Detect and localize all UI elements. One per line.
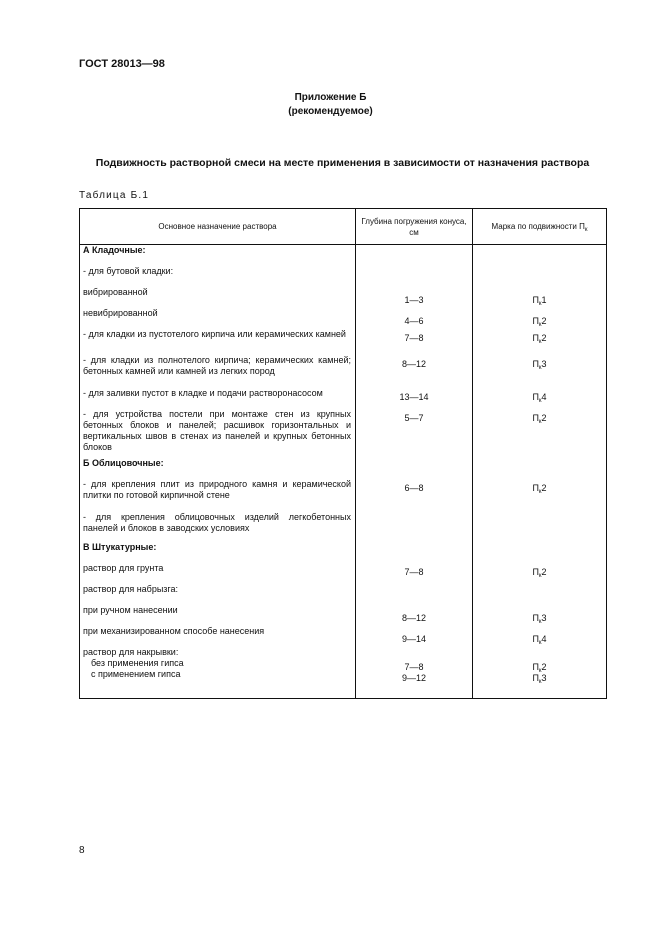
row-depth: 7—8 xyxy=(356,329,473,355)
row-purpose: - для крепления плит из природного камня и керамической плитки по готовой кирпичной стене xyxy=(80,479,356,512)
row-depth xyxy=(356,647,473,699)
row-depth-line: 7—8 xyxy=(404,661,424,672)
grade-subscript: к xyxy=(538,364,542,371)
row-purpose: А Кладочные: xyxy=(80,245,356,266)
table-row xyxy=(80,584,607,605)
grade-subscript: к xyxy=(538,618,542,625)
grade-subscript: к xyxy=(538,572,542,579)
row-depth xyxy=(356,266,473,287)
row-purpose: - для бутовой кладки: xyxy=(80,266,356,287)
table-row xyxy=(80,287,607,308)
row-grade-line xyxy=(473,662,606,673)
grade-value: 2 xyxy=(541,566,547,577)
row-purpose-line: без применения гипса xyxy=(91,657,184,668)
row-purpose xyxy=(80,647,356,699)
row-purpose: при ручном нанесении xyxy=(80,605,356,626)
grade-symbol: П xyxy=(532,482,539,493)
row-grade xyxy=(473,584,607,605)
row-depth xyxy=(356,512,473,542)
grade-symbol: П xyxy=(532,391,539,402)
grade-symbol: П xyxy=(532,566,539,577)
appendix-title: Приложение Б xyxy=(294,92,367,103)
row-purpose: невибрированной xyxy=(80,308,356,329)
row-purpose: В Штукатурные: xyxy=(80,542,356,563)
grade-symbol: П xyxy=(532,358,539,369)
column-header-purpose: Основное назначение раствора xyxy=(80,209,356,245)
table-row xyxy=(80,409,607,458)
row-depth xyxy=(356,458,473,479)
row-depth: 1—3 xyxy=(356,287,473,308)
row-depth: 8—12 xyxy=(356,605,473,626)
grade-subscript: к xyxy=(538,300,542,307)
grade-subscript: к xyxy=(538,321,542,328)
table-row xyxy=(80,329,607,355)
column-header-grade-subscript: к xyxy=(584,227,588,233)
grade-value: 2 xyxy=(541,412,547,423)
row-purpose: - для кладки из пустотелого кирпича или керамических камней xyxy=(80,329,356,355)
row-depth: 6—8 xyxy=(356,479,473,512)
page-number: 8 xyxy=(79,845,85,856)
grade-symbol: П xyxy=(532,633,539,644)
grade-symbol: П xyxy=(532,412,539,423)
grade-symbol: П xyxy=(532,661,539,672)
row-depth: 7—8 xyxy=(356,563,473,584)
row-grade xyxy=(473,308,607,329)
row-depth: 13—14 xyxy=(356,388,473,409)
row-purpose: при механизированном способе нанесения xyxy=(80,626,356,647)
row-purpose-line: с применением гипса xyxy=(91,668,181,679)
grade-symbol: П xyxy=(532,294,539,305)
row-grade xyxy=(473,329,607,355)
grade-subscript: к xyxy=(538,418,542,425)
table-row xyxy=(80,308,607,329)
table-row xyxy=(80,542,607,563)
row-purpose: - для устройства постели при монтаже стен из крупных бетонных блоков и панелей; расшивок горизонтальных и вертикальных швов в стенах из панелей и крупных бетонных блоков xyxy=(80,409,356,458)
row-grade xyxy=(473,458,607,479)
row-depth: 8—12 xyxy=(356,355,473,388)
row-purpose: - для заливки пустот в кладке и подачи растворонасосом xyxy=(80,388,356,409)
table-row xyxy=(80,626,607,647)
row-grade xyxy=(473,479,607,512)
page-title: Подвижность растворной смеси на месте применения в зависимости от назначения раствора xyxy=(95,157,590,169)
grade-value: 3 xyxy=(541,358,547,369)
row-purpose: вибрированной xyxy=(80,287,356,308)
table-body xyxy=(80,245,607,699)
row-depth: 9—14 xyxy=(356,626,473,647)
grade-subscript: к xyxy=(538,397,542,404)
grade-value: 4 xyxy=(541,391,547,402)
mobility-table xyxy=(79,208,607,699)
appendix-heading xyxy=(0,91,661,119)
row-depth xyxy=(356,542,473,563)
row-grade xyxy=(473,563,607,584)
row-purpose: раствор для набрызга: xyxy=(80,584,356,605)
table-row xyxy=(80,458,607,479)
row-grade xyxy=(473,647,607,699)
table-row xyxy=(80,647,607,699)
row-grade xyxy=(473,245,607,266)
row-depth-line: 9—12 xyxy=(401,672,427,683)
row-grade xyxy=(473,266,607,287)
row-purpose: - для крепления облицовочных изделий легкобетонных панелей и блоков в заводских условиях xyxy=(80,512,356,542)
grade-subscript: к xyxy=(538,639,542,646)
row-depth xyxy=(356,245,473,266)
document-code: ГОСТ 28013—98 xyxy=(79,58,165,70)
row-grade xyxy=(473,287,607,308)
grade-subscript: к xyxy=(538,488,542,495)
row-purpose: раствор для грунта xyxy=(80,563,356,584)
row-grade-line xyxy=(473,673,606,684)
grade-value: 3 xyxy=(541,612,547,623)
table-row xyxy=(80,563,607,584)
grade-value: 2 xyxy=(541,482,547,493)
row-purpose: - для кладки из полнотелого кирпича; керамических камней; бетонных камней или камней из легких пород xyxy=(80,355,356,388)
row-grade xyxy=(473,388,607,409)
appendix-subtitle: (рекомендуемое) xyxy=(288,106,373,117)
grade-value: 2 xyxy=(541,661,547,672)
table-header-row xyxy=(80,209,607,245)
table-row xyxy=(80,512,607,542)
grade-value: 3 xyxy=(541,672,547,683)
table-row xyxy=(80,266,607,287)
table-row xyxy=(80,245,607,266)
row-grade xyxy=(473,605,607,626)
row-depth: 4—6 xyxy=(356,308,473,329)
table-row xyxy=(80,605,607,626)
grade-value: 1 xyxy=(541,294,547,305)
table-caption: Таблица Б.1 xyxy=(79,190,150,201)
grade-symbol: П xyxy=(532,332,539,343)
table-row xyxy=(80,355,607,388)
table-row xyxy=(80,388,607,409)
row-purpose: Б Облицовочные: xyxy=(80,458,356,479)
grade-symbol: П xyxy=(532,612,539,623)
grade-symbol: П xyxy=(532,315,539,326)
grade-subscript: к xyxy=(538,338,542,345)
column-header-grade-label: Марка по подвижности П xyxy=(491,222,585,231)
grade-symbol: П xyxy=(532,672,539,683)
grade-value: 2 xyxy=(541,332,547,343)
grade-subscript: к xyxy=(538,678,542,685)
row-grade xyxy=(473,355,607,388)
column-header-depth: Глубина погружения конуса, см xyxy=(356,209,473,245)
row-depth: 5—7 xyxy=(356,409,473,458)
column-header-grade xyxy=(473,209,607,245)
row-grade xyxy=(473,626,607,647)
row-grade xyxy=(473,512,607,542)
row-grade xyxy=(473,409,607,458)
grade-subscript: к xyxy=(538,667,542,674)
table-row xyxy=(80,479,607,512)
row-depth xyxy=(356,584,473,605)
row-grade xyxy=(473,542,607,563)
row-purpose-head: раствор для накрывки: xyxy=(83,646,179,657)
grade-value: 2 xyxy=(541,315,547,326)
grade-value: 4 xyxy=(541,633,547,644)
